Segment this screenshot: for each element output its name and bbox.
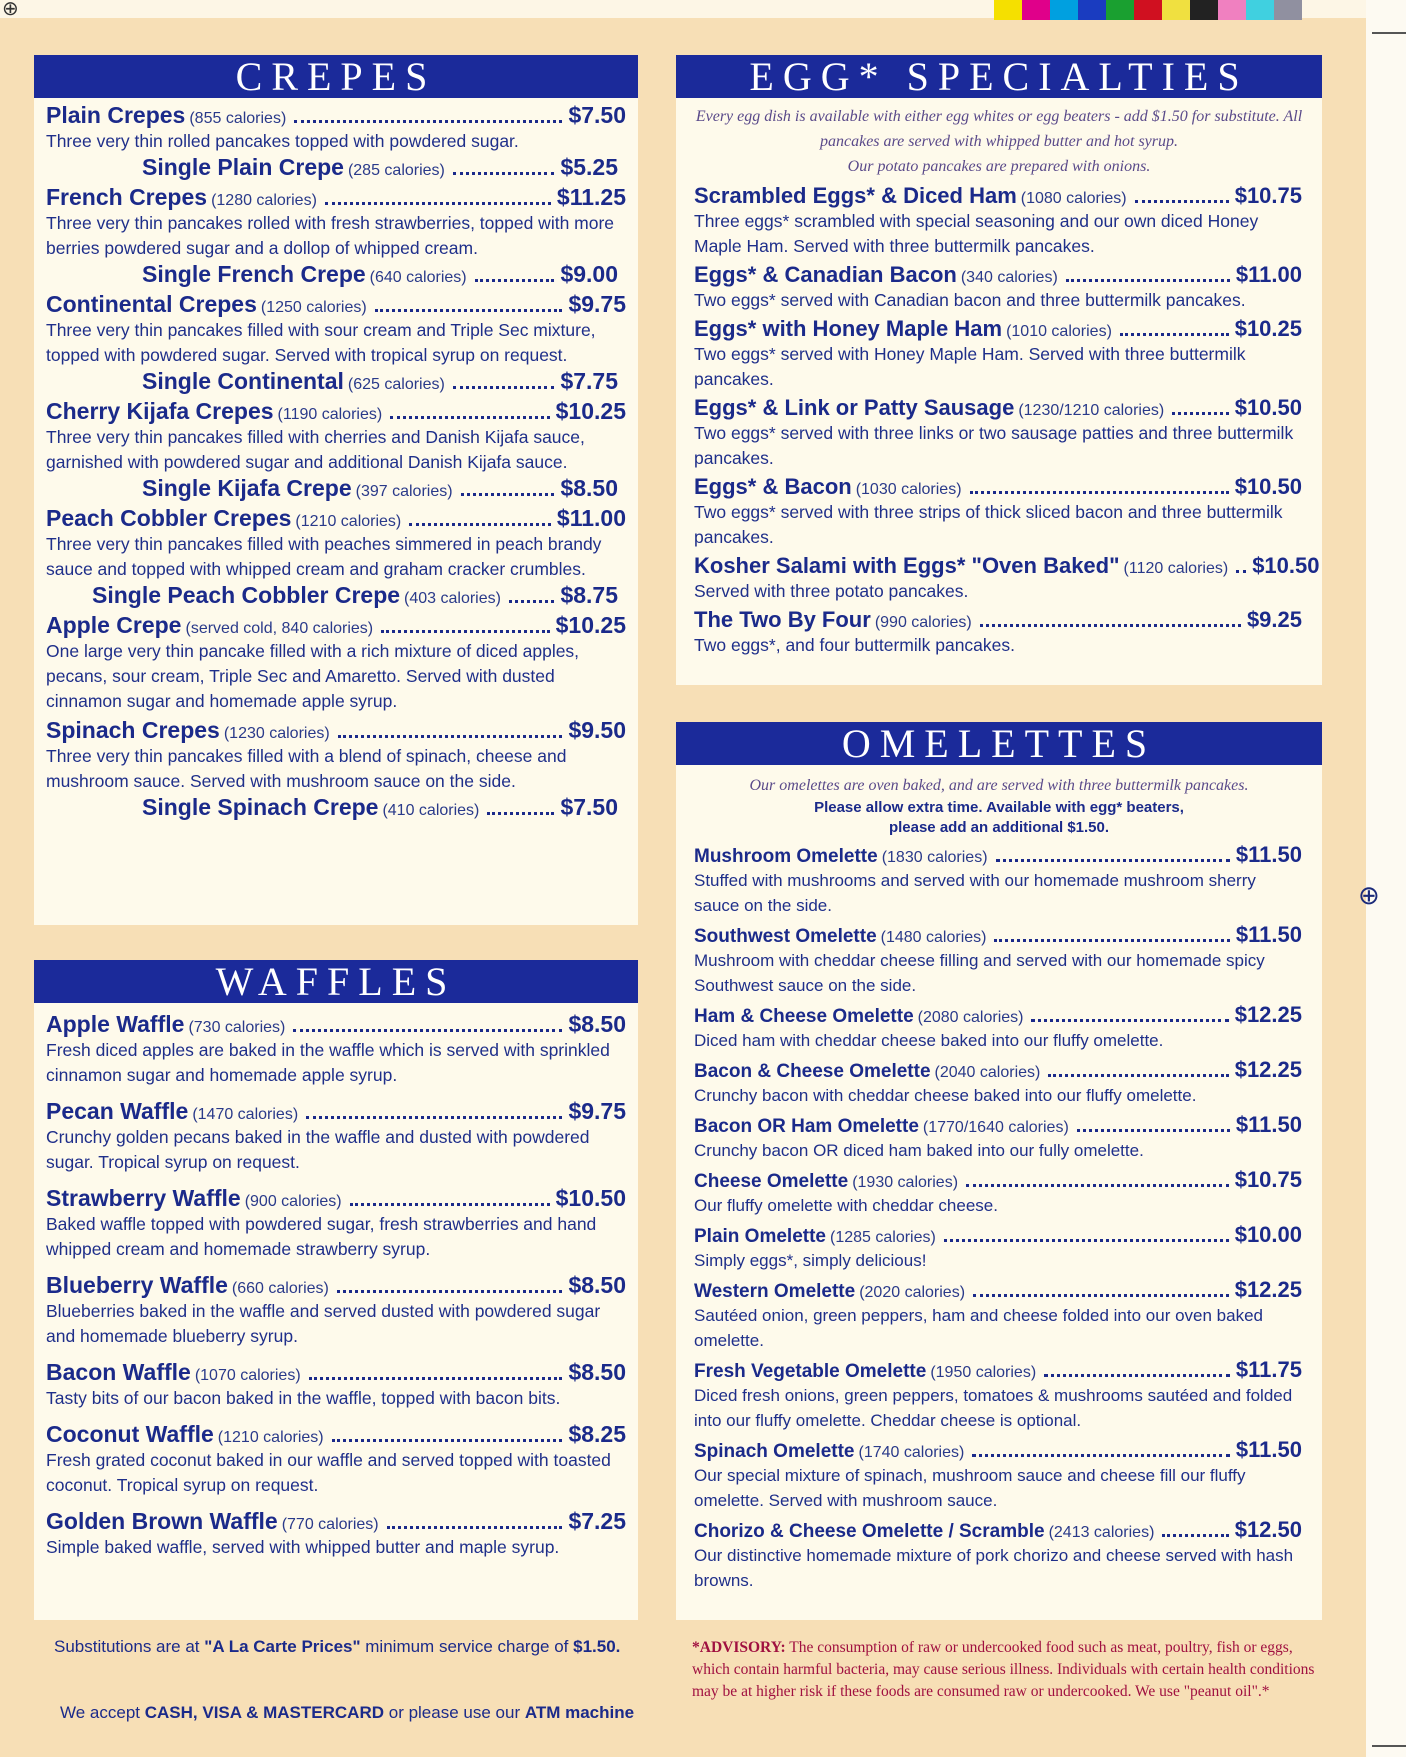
item-description: Tasty bits of our bacon baked in the waffle, topped with bacon bits. (46, 1388, 561, 1408)
item-calories: (410 calories) (382, 802, 480, 819)
item-price: $10.75 (1234, 183, 1302, 208)
single-item-line (46, 794, 626, 821)
item-line (46, 1098, 626, 1125)
dot-leader (453, 386, 555, 389)
item-name: Single Kijafa Crepe (142, 475, 352, 501)
item-description: Our distinctive homemade mixture of pork chorizo and cheese served with hash browns. (694, 1546, 1294, 1590)
item-line (694, 1002, 1302, 1028)
item-name: Golden Brown Waffle (46, 1508, 278, 1534)
item-description: Our special mixture of spinach, mushroom sauce and cheese fill our fluffy omelette. Served with mushroom sauce. (694, 1466, 1246, 1510)
menu-item (46, 398, 626, 502)
dot-leader (973, 1294, 1229, 1297)
item-price: $5.25 (560, 154, 618, 180)
item-price: $11.50 (1235, 842, 1302, 867)
dot-leader (1120, 333, 1229, 336)
item-price: $10.25 (1234, 316, 1302, 341)
dot-leader (475, 279, 555, 282)
item-calories: (1030 calories) (855, 481, 962, 498)
omelettes-note: please add an additional $1.50. (888, 819, 1110, 836)
item-description: Simple baked waffle, served with whipped butter and maple syrup. (46, 1537, 560, 1557)
item-price: $7.50 (560, 794, 618, 820)
item-calories: (990 calories) (874, 614, 972, 631)
dot-leader (487, 812, 554, 815)
item-price: $8.50 (568, 1359, 626, 1385)
item-line (694, 1222, 1302, 1248)
omelettes-panel (676, 722, 1322, 1620)
item-description: Three very thin rolled pancakes topped with powdered sugar. (46, 131, 519, 151)
subs-price: $1.50. (573, 1637, 621, 1656)
item-description: Stuffed with mushrooms and served with our homemade mushroom sherry sauce on the side. (694, 871, 1256, 915)
menu-item (694, 183, 1302, 259)
item-description: Sautéed onion, green peppers, ham and cheese folded into our oven baked omelette. (694, 1306, 1263, 1350)
item-name: Bacon OR Ham Omelette (694, 1116, 919, 1137)
item-description: Mushroom with cheddar cheese filling and served with our homemade spicy Southwest sauce on the side. (694, 951, 1265, 995)
single-item-line (46, 261, 626, 288)
item-line (46, 1272, 626, 1299)
payment-note (60, 1703, 634, 1723)
item-calories: (1230/1210 calories) (1018, 402, 1165, 419)
item-price: $10.00 (1234, 1222, 1302, 1247)
item-line (694, 1437, 1302, 1463)
item-name: Single Peach Cobbler Crepe (92, 582, 401, 608)
dot-leader (972, 1454, 1230, 1457)
dot-leader (461, 493, 555, 496)
item-price: $10.50 (1252, 553, 1320, 578)
omelettes-intro (676, 765, 1322, 838)
dot-leader (453, 172, 555, 175)
menu-item (694, 262, 1302, 313)
item-price: $12.25 (1234, 1057, 1302, 1082)
item-price: $12.25 (1234, 1002, 1302, 1027)
item-name: Single Plain Crepe (142, 154, 344, 180)
advisory-text: The consumption of raw or undercooked food such as meat, poultry, fish or eggs, which contain harmful bacteria, may cause serious illness. Individuals with certain health conditions may be at higher risk if these foods are consumed raw or undercooked. We use "peanut oil".* (692, 1639, 1315, 1700)
item-name: Eggs* & Canadian Bacon (694, 262, 957, 287)
item-price: $10.75 (1234, 1167, 1302, 1192)
crepes-panel (34, 55, 638, 925)
item-description: Three very thin pancakes rolled with fresh strawberries, topped with more berries powdered sugar and a dollop of whipped cream. (46, 213, 615, 258)
egg-specialties-panel (676, 55, 1322, 685)
item-calories: (640 calories) (369, 269, 467, 286)
dot-leader (966, 1184, 1229, 1187)
menu-item (694, 474, 1302, 550)
item-price: $8.75 (560, 582, 618, 608)
item-line (694, 1057, 1302, 1083)
payment-methods: CASH, VISA & MASTERCARD (144, 1703, 385, 1722)
item-name: Strawberry Waffle (46, 1185, 241, 1211)
menu-item (694, 607, 1302, 658)
item-description: Fresh grated coconut baked in our waffle and served topped with toasted coconut. Tropical syrup on request. (46, 1450, 611, 1495)
item-name: Plain Crepes (46, 102, 186, 128)
item-price: $11.00 (1235, 262, 1302, 287)
item-description: Three very thin pancakes filled with cherries and Danish Kijafa sauce, garnished with powdered sugar and additional Danish Kijafa sauce. (46, 427, 585, 472)
menu-item (46, 505, 626, 609)
item-name: Cheese Omelette (694, 1171, 849, 1192)
payment-text: or please use our (384, 1703, 525, 1722)
substitutions-note (54, 1637, 620, 1657)
dot-leader (332, 1439, 563, 1442)
item-calories: (625 calories) (347, 376, 445, 393)
item-line (694, 1517, 1302, 1543)
dot-leader (306, 1116, 562, 1119)
dot-leader (1044, 1374, 1230, 1377)
item-name: Western Omelette (694, 1281, 856, 1302)
item-name: Peach Cobbler Crepes (46, 505, 292, 531)
single-item-line (46, 475, 626, 502)
item-line (694, 316, 1302, 342)
menu-item (46, 184, 626, 288)
menu-item (694, 1222, 1302, 1273)
item-name: Single French Crepe (142, 261, 366, 287)
item-name: Apple Crepe (46, 612, 182, 638)
item-name: Kosher Salami with Eggs* "Oven Baked" (694, 553, 1120, 578)
menu-item (694, 922, 1302, 998)
item-description: Fresh diced apples are baked in the waffle which is served with sprinkled cinnamon sugar and homemade apple syrup. (46, 1040, 610, 1085)
item-description: Two eggs* served with Honey Maple Ham. Served with three buttermilk pancakes. (694, 344, 1246, 389)
item-line (694, 1277, 1302, 1303)
item-calories: (900 calories) (244, 1193, 342, 1210)
item-calories: (770 calories) (281, 1516, 379, 1533)
item-calories: (2040 calories) (934, 1064, 1041, 1081)
item-line (694, 922, 1302, 948)
item-price: $9.75 (568, 1098, 626, 1124)
menu-item (694, 1002, 1302, 1053)
item-line (46, 1421, 626, 1448)
item-price: $7.50 (568, 102, 626, 128)
crepes-header: CREPES (34, 55, 638, 98)
single-item-line (46, 582, 626, 609)
menu-item (694, 1437, 1302, 1513)
item-calories: (1210 calories) (295, 513, 402, 530)
item-price: $8.50 (568, 1011, 626, 1037)
single-item-line (46, 154, 626, 181)
subs-text: minimum service charge of (360, 1637, 574, 1656)
crop-mark (1372, 1745, 1406, 1747)
waffles-list (34, 1003, 638, 1560)
item-name: Apple Waffle (46, 1011, 185, 1037)
menu-item (694, 1167, 1302, 1218)
item-price: $8.50 (560, 475, 618, 501)
item-calories: (285 calories) (347, 162, 445, 179)
item-calories: (1280 calories) (211, 192, 317, 209)
item-calories: (855 calories) (189, 110, 287, 127)
advisory-label: *ADVISORY: (692, 1639, 786, 1656)
item-calories: (1930 calories) (852, 1174, 959, 1191)
item-line (46, 717, 626, 744)
egg-intro-line: Every egg dish is available with either egg whites or egg beaters - add $1.50 for substitute. All pancakes are served with whipped butter and hot syrup. (695, 108, 1303, 150)
advisory-note (692, 1637, 1318, 1703)
item-name: Spinach Crepes (46, 717, 220, 743)
item-calories: (1120 calories) (1123, 560, 1229, 577)
item-calories: (1080 calories) (1020, 190, 1127, 207)
omelettes-list (676, 838, 1322, 1593)
item-name: Chorizo & Cheese Omelette / Scramble (694, 1521, 1045, 1542)
dot-leader (980, 624, 1241, 627)
dot-leader (381, 630, 550, 633)
item-description: Three very thin pancakes filled with peaches simmered in peach brandy sauce and topped with whipped cream and graham cracker crumbles. (46, 534, 602, 579)
item-line (46, 1508, 626, 1535)
menu-item (46, 102, 626, 181)
menu-item (694, 1517, 1302, 1593)
item-line (694, 183, 1302, 209)
menu-item (694, 553, 1320, 604)
item-name: Fresh Vegetable Omelette (694, 1361, 927, 1382)
dot-leader (390, 416, 549, 419)
item-name: Cherry Kijafa Crepes (46, 398, 274, 424)
dot-leader (294, 120, 562, 123)
item-name: Bacon Waffle (46, 1359, 191, 1385)
item-description: Simply eggs*, simply delicious! (694, 1251, 927, 1270)
menu-item (694, 1112, 1302, 1163)
dot-leader (337, 1290, 563, 1293)
menu-item (46, 1098, 626, 1175)
item-description: Crunchy bacon OR diced ham baked into our fully omelette. (694, 1141, 1144, 1160)
item-name: Eggs* & Link or Patty Sausage (694, 395, 1015, 420)
item-description: Crunchy golden pecans baked in the waffle and dusted with powdered sugar. Tropical syrup on request. (46, 1127, 590, 1172)
item-name: Bacon & Cheese Omelette (694, 1061, 931, 1082)
item-calories: (2413 calories) (1048, 1524, 1155, 1541)
item-description: Two eggs* served with three links or two sausage patties and three buttermilk pancakes. (694, 423, 1294, 468)
item-calories: (1740 calories) (858, 1444, 965, 1461)
dot-leader (1066, 279, 1230, 282)
item-name: Single Continental (142, 368, 344, 394)
item-description: Three very thin pancakes filled with a blend of spinach, cheese and mushroom sauce. Served with mushroom sauce on the side. (46, 746, 567, 791)
dot-leader (375, 309, 563, 312)
omelettes-intro-text: Our omelettes are oven baked, and are served with three buttermilk pancakes. (749, 777, 1249, 794)
item-price: $9.25 (1246, 607, 1302, 632)
item-price: $11.00 (556, 505, 626, 531)
item-name: Single Spinach Crepe (142, 794, 379, 820)
item-description: Our fluffy omelette with cheddar cheese. (694, 1196, 998, 1215)
registration-mark-icon: ⊕ (2, 0, 19, 20)
item-name: Eggs* & Bacon (694, 474, 852, 499)
item-calories: (340 calories) (960, 269, 1058, 286)
item-description: Two eggs* served with Canadian bacon and three buttermilk pancakes. (694, 290, 1246, 310)
item-line (694, 607, 1302, 633)
item-description: One large very thin pancake filled with a rich mixture of diced apples, pecans, sour cream, Triple Sec and Amaretto. Served with dusted cinnamon sugar and homemade apple syrup. (46, 641, 580, 711)
item-calories: (2080 calories) (917, 1009, 1024, 1026)
item-line (694, 474, 1302, 500)
item-name: Blueberry Waffle (46, 1272, 228, 1298)
item-line (694, 1357, 1302, 1383)
right-margin (1366, 0, 1406, 1757)
item-line (46, 184, 626, 211)
item-line (46, 612, 626, 639)
subs-bold: "A La Carte Prices" (204, 1637, 361, 1656)
dot-leader (1077, 1129, 1230, 1132)
dot-leader (509, 600, 554, 603)
single-item-line (46, 368, 626, 395)
item-line (46, 505, 626, 532)
item-description: Served with three potato pancakes. (694, 581, 969, 601)
item-calories: (1950 calories) (930, 1364, 1037, 1381)
waffles-panel (34, 960, 638, 1620)
dot-leader (970, 491, 1229, 494)
item-price: $8.50 (568, 1272, 626, 1298)
item-line (694, 842, 1302, 868)
item-name: French Crepes (46, 184, 208, 210)
menu-item (694, 1057, 1302, 1108)
egg-intro-line: Our potato pancakes are prepared with onions. (847, 158, 1151, 175)
egg-intro (676, 98, 1322, 179)
menu-item (46, 612, 626, 714)
item-name: Coconut Waffle (46, 1421, 214, 1447)
item-price: $11.50 (1235, 922, 1302, 947)
item-line (46, 398, 626, 425)
menu-item (694, 1357, 1302, 1433)
egg-specialties-header: EGG* SPECIALTIES (676, 55, 1322, 98)
item-line (46, 1185, 626, 1212)
item-calories: (403 calories) (404, 590, 501, 607)
item-price: $8.25 (568, 1421, 626, 1447)
item-calories: (1010 calories) (1006, 323, 1112, 340)
item-price: $12.50 (1234, 1517, 1302, 1542)
item-description: Diced ham with cheddar cheese baked into our fluffy omelette. (694, 1031, 1164, 1050)
item-calories: (2020 calories) (859, 1284, 966, 1301)
item-calories: (397 calories) (355, 483, 453, 500)
menu-item (46, 1508, 626, 1560)
menu-item (46, 1272, 626, 1349)
item-price: $7.75 (560, 368, 618, 394)
item-calories: (1210 calories) (217, 1429, 324, 1446)
item-price: $11.75 (1235, 1357, 1302, 1382)
dot-leader (1172, 412, 1229, 415)
menu-item (694, 395, 1302, 471)
item-line (694, 1112, 1302, 1138)
item-name: Continental Crepes (46, 291, 257, 317)
item-calories: (1480 calories) (880, 929, 987, 946)
item-calories: (1230 calories) (223, 725, 330, 742)
dot-leader (944, 1239, 1229, 1242)
omelettes-note: Please allow extra time. Available with egg* beaters, (814, 799, 1184, 816)
menu-item (46, 1359, 626, 1411)
dot-leader (350, 1203, 550, 1206)
item-description: Two eggs* served with three strips of thick sliced bacon and three buttermilk pancakes. (694, 502, 1283, 547)
item-name: Scrambled Eggs* & Diced Ham (694, 183, 1017, 208)
menu-item (46, 1011, 626, 1088)
dot-leader (309, 1377, 563, 1380)
dot-leader (1162, 1534, 1228, 1537)
item-name: Mushroom Omelette (694, 846, 878, 867)
menu-item (46, 717, 626, 821)
dot-leader (387, 1526, 563, 1529)
waffles-header: WAFFLES (34, 960, 638, 1003)
item-description: Three very thin pancakes filled with sour cream and Triple Sec mixture, topped with powdered sugar. Served with tropical syrup on request. (46, 320, 596, 365)
item-calories: (1470 calories) (192, 1106, 299, 1123)
dot-leader (1031, 1019, 1228, 1022)
item-price: $11.25 (556, 184, 626, 210)
item-calories: (1285 calories) (830, 1229, 936, 1246)
item-price: $9.50 (568, 717, 626, 743)
registration-mark-icon: ⊕ (1358, 880, 1380, 910)
menu-item (694, 842, 1302, 918)
dot-leader (338, 735, 563, 738)
menu-item (46, 1421, 626, 1498)
item-calories: (1070 calories) (194, 1367, 301, 1384)
item-price: $12.25 (1234, 1277, 1302, 1302)
atm-text: ATM machine (524, 1703, 635, 1722)
dot-leader (293, 1029, 562, 1032)
item-calories: (1830 calories) (881, 849, 988, 866)
egg-specialties-list (676, 179, 1322, 658)
omelettes-header: OMELETTES (676, 722, 1322, 765)
item-calories: (1770/1640 calories) (922, 1119, 1069, 1136)
item-price: $10.50 (555, 1185, 626, 1211)
item-price: $11.50 (1235, 1112, 1302, 1137)
dot-leader (996, 859, 1230, 862)
item-description: Diced fresh onions, green peppers, tomatoes & mushrooms sautéed and folded into our fluffy omelette. Cheddar cheese is optional. (694, 1386, 1293, 1430)
item-calories: (1250 calories) (260, 299, 367, 316)
item-line (694, 262, 1302, 288)
item-price: $10.25 (555, 612, 626, 638)
item-price: $11.50 (1235, 1437, 1302, 1462)
item-name: Eggs* with Honey Maple Ham (694, 316, 1003, 341)
item-line (694, 395, 1302, 421)
crepes-list (34, 98, 638, 821)
menu-item (46, 1185, 626, 1262)
item-line (694, 1167, 1302, 1193)
menu-item (46, 291, 626, 395)
dot-leader (1048, 1074, 1228, 1077)
item-description: Baked waffle topped with powdered sugar, fresh strawberries and hand whipped cream and homemade strawberry syrup. (46, 1214, 597, 1259)
dot-leader (1135, 200, 1229, 203)
item-line (46, 1011, 626, 1038)
item-line (694, 553, 1320, 579)
item-price: $9.00 (560, 261, 618, 287)
item-price: $10.50 (1234, 395, 1302, 420)
item-description: Blueberries baked in the waffle and served dusted with powdered sugar and homemade blueberry syrup. (46, 1301, 601, 1346)
item-price: $10.50 (1234, 474, 1302, 499)
dot-leader (994, 939, 1229, 942)
color-calibration-bar (994, 0, 1302, 20)
menu-item (694, 316, 1302, 392)
item-calories: (served cold, 840 calories) (185, 620, 374, 637)
menu-item (694, 1277, 1302, 1353)
item-line (46, 1359, 626, 1386)
item-name: Plain Omelette (694, 1226, 826, 1247)
item-calories: (660 calories) (231, 1280, 329, 1297)
dot-leader (325, 202, 551, 205)
item-name: Southwest Omelette (694, 926, 877, 947)
item-price: $10.25 (555, 398, 626, 424)
item-description: Two eggs*, and four buttermilk pancakes. (694, 635, 1016, 655)
item-name: Ham & Cheese Omelette (694, 1006, 914, 1027)
item-name: Spinach Omelette (694, 1441, 855, 1462)
crop-mark (1372, 32, 1406, 34)
item-price: $7.25 (568, 1508, 626, 1534)
item-description: Crunchy bacon with cheddar cheese baked into our fluffy omelette. (694, 1086, 1197, 1105)
item-line (46, 291, 626, 318)
item-name: The Two By Four (694, 607, 871, 632)
dot-leader (1236, 570, 1246, 573)
subs-text: Substitutions are at (54, 1637, 205, 1656)
item-calories: (730 calories) (188, 1019, 286, 1036)
payment-text: We accept (60, 1703, 145, 1722)
dot-leader (409, 523, 551, 526)
item-price: $9.75 (568, 291, 626, 317)
item-description: Three eggs* scrambled with special seasoning and our own diced Honey Maple Ham. Served with three buttermilk pancakes. (694, 211, 1259, 256)
item-name: Pecan Waffle (46, 1098, 189, 1124)
item-calories: (1190 calories) (277, 406, 383, 423)
item-line (46, 102, 626, 129)
